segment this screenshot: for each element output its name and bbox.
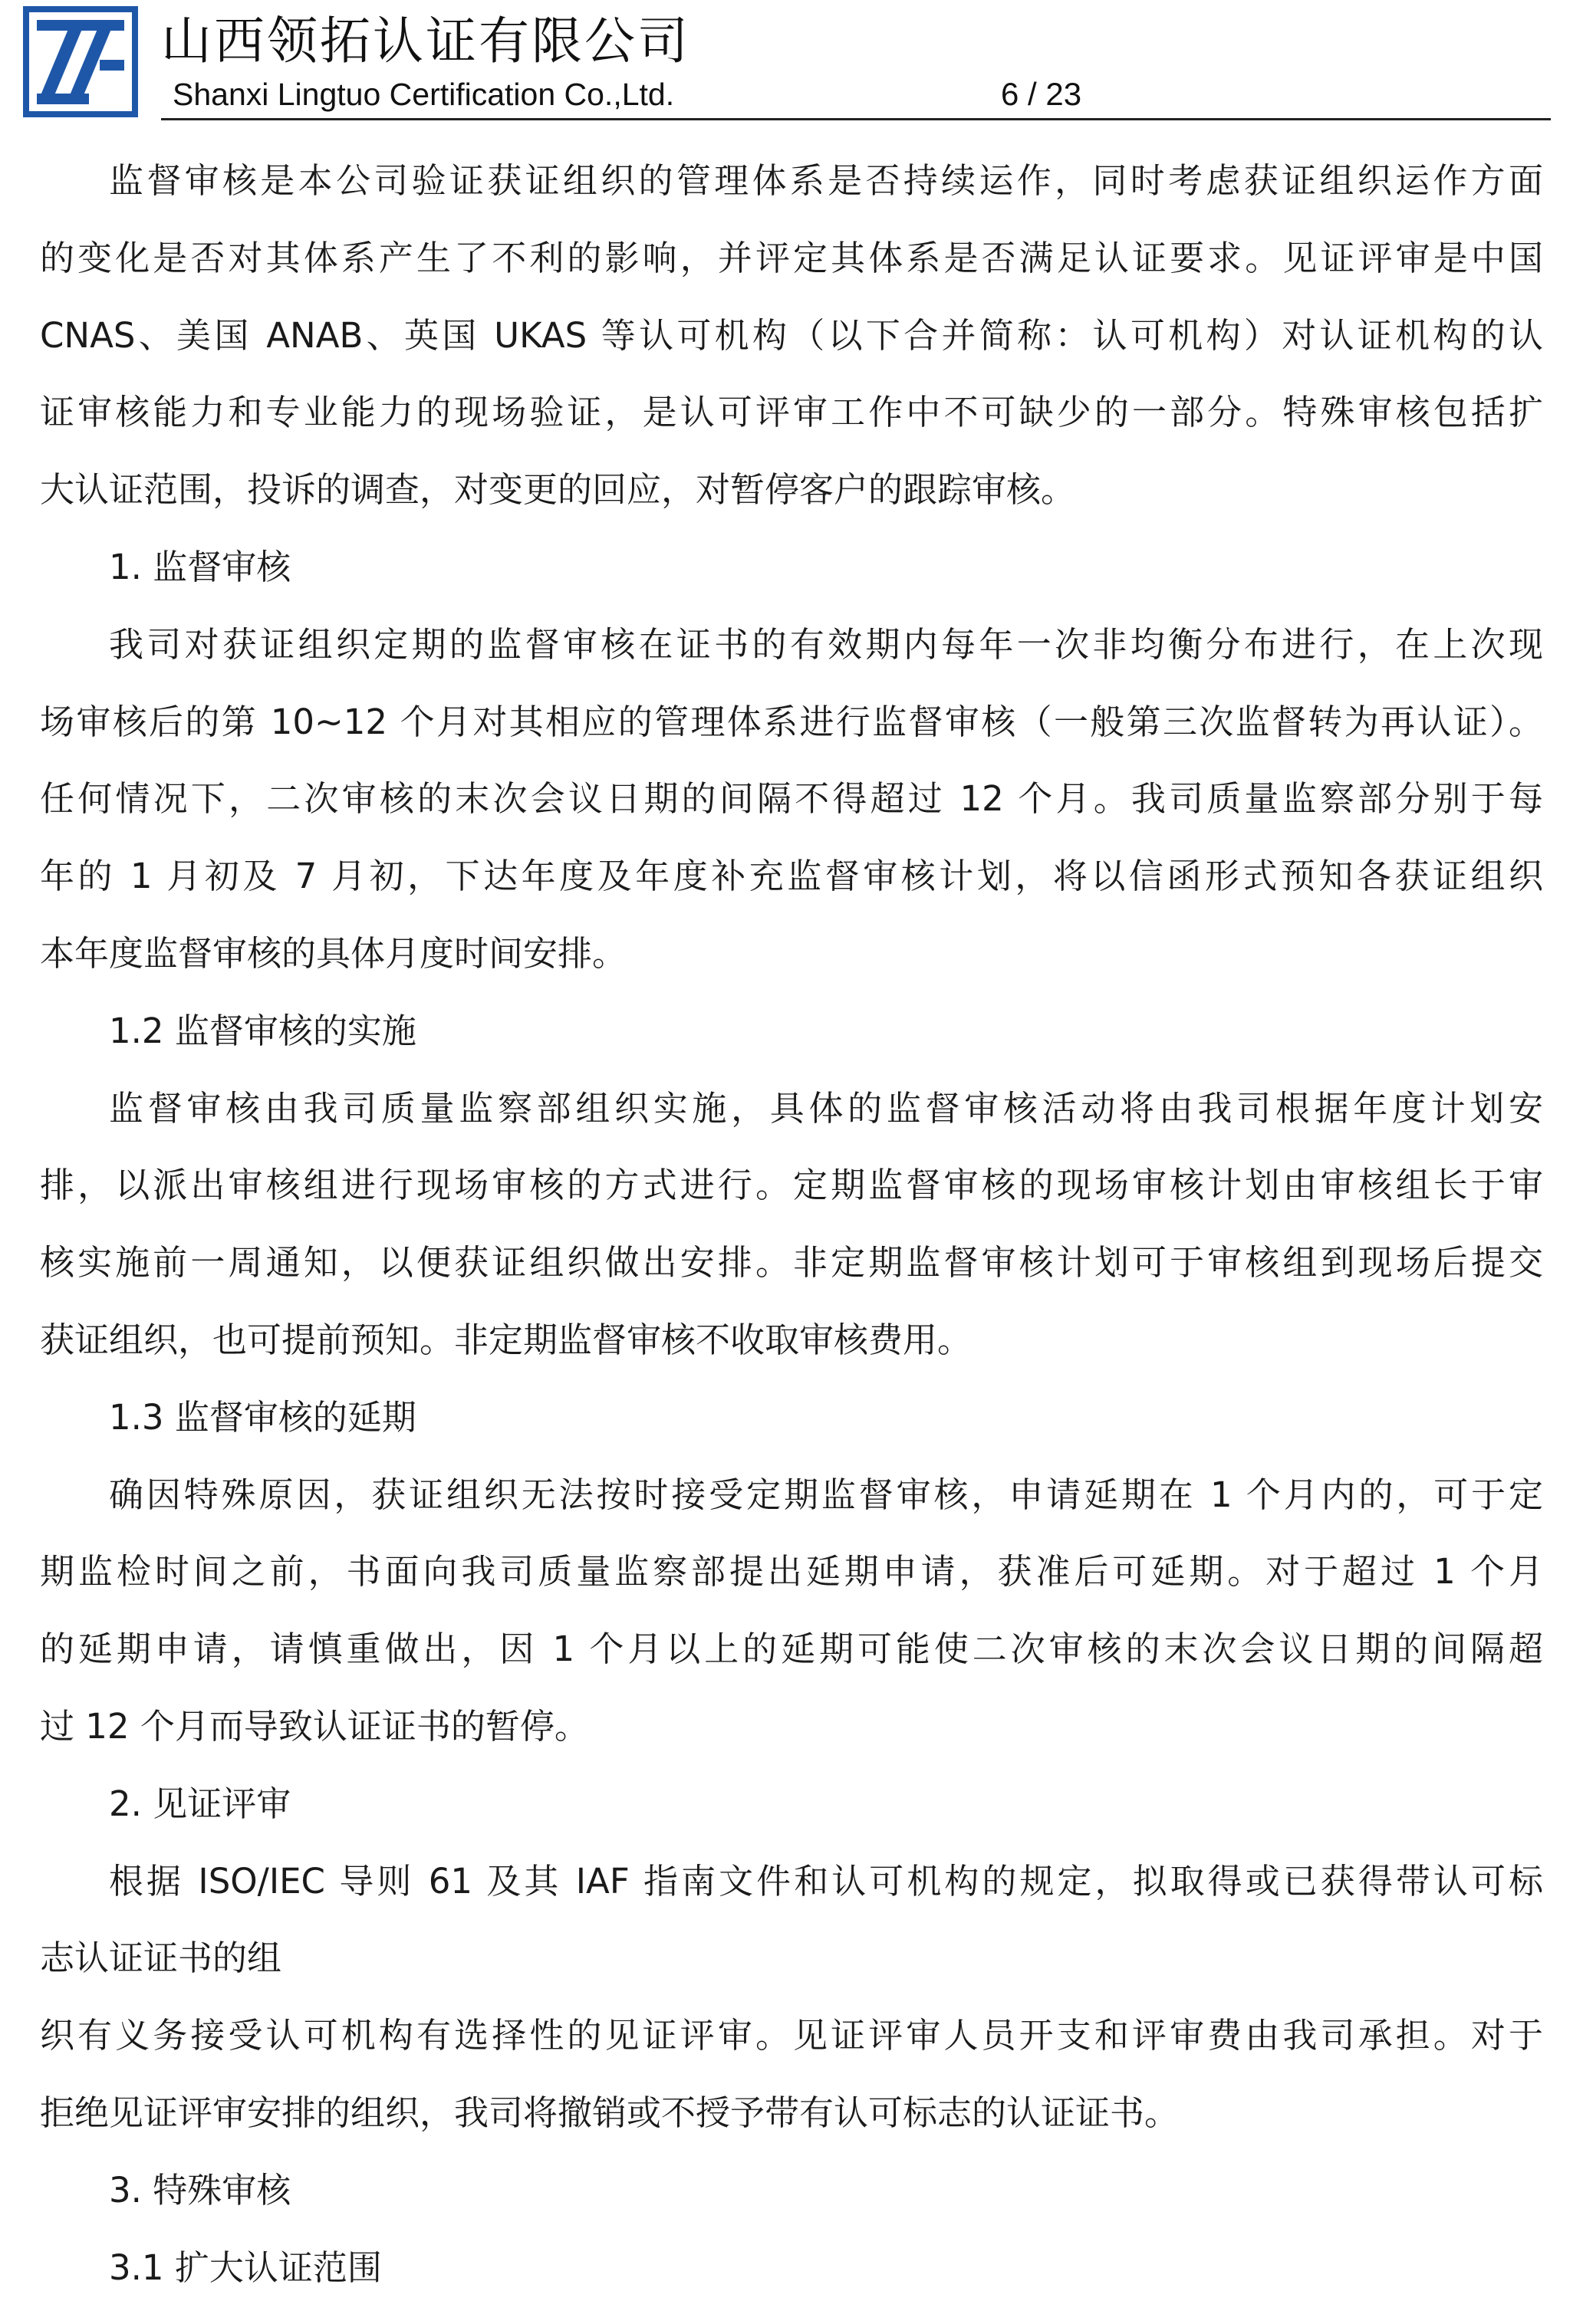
paragraph-line: 的变化是否对其体系产生了不利的影响，并评定其体系是否满足认证要求。见证评审是中国 <box>40 237 1543 278</box>
paragraph-line: 过 12 个月而导致认证证书的暂停。 <box>40 1705 589 1747</box>
paragraph-line: 本年度监督审核的具体月度时间安排。 <box>40 932 627 974</box>
section-heading: 3.1 扩大认证范围 <box>109 2247 382 2288</box>
section-heading: 1.3 监督审核的延期 <box>109 1396 416 1438</box>
company-name-cn: 山西领拓认证有限公司 <box>161 12 690 71</box>
paragraph-line: 年的 1 月初及 7 月初，下达年度及年度补充监督审核计划，将以信函形式预知各获证组织 <box>40 856 1543 897</box>
paragraph-line: 拒绝见证评审安排的组织，我司将撤销或不授予带有认可标志的认证证书。 <box>40 2092 1180 2133</box>
company-name-en: Shanxi Lingtuo Certification Co.,Ltd. <box>173 77 675 112</box>
paragraph-line: 监督审核由我司质量监察部组织实施，具体的监督审核活动将由我司根据年度计划安 <box>109 1087 1543 1129</box>
paragraph-line: 监督审核是本公司验证获证组织的管理体系是否持续运作，同时考虑获证组织运作方面 <box>109 160 1543 201</box>
section-heading: 3. 特殊审核 <box>109 2169 291 2211</box>
section-heading: 2. 见证评审 <box>109 1783 291 1824</box>
paragraph-line: CNAS、美国 ANAB、英国 UKAS 等认可机构（以下合并简称：认可机构）对认证机构的认 <box>40 314 1543 356</box>
paragraph-line: 场审核后的第 10~12 个月对其相应的管理体系进行监督审核（一般第三次监督转为再认证）。 <box>40 701 1543 742</box>
paragraph-line: 织有义务接受认可机构有选择性的见证评审。见证评审人员开支和评审费由我司承担。对于 <box>40 2015 1543 2056</box>
page-number: 6 / 23 <box>1001 76 1082 112</box>
company-logo <box>23 6 138 117</box>
paragraph-line: 核实施前一周通知，以便获证组织做出安排。非定期监督审核计划可于审核组到现场后提交 <box>40 1242 1543 1284</box>
section-heading: 1.2 监督审核的实施 <box>109 1010 416 1051</box>
paragraph-line: 排，以派出审核组进行现场审核的方式进行。定期监督审核的现场审核计划由审核组长于审 <box>40 1165 1543 1206</box>
page-header <box>23 6 1549 121</box>
paragraph-line: 大认证范围，投诉的调查，对变更的回应，对暂停客户的跟踪审核。 <box>40 469 1076 511</box>
paragraph-line: 确因特殊原因，获证组织无法按时接受定期监督审核，申请延期在 1 个月内的，可于定 <box>109 1474 1543 1515</box>
paragraph-line: 的延期申请，请慎重做出，因 1 个月以上的延期可能使二次审核的末次会议日期的间隔超 <box>40 1629 1543 1670</box>
document-body <box>40 143 1543 2306</box>
paragraph-line: 我司对获证组织定期的监督审核在证书的有效期内每年一次非均衡分布进行，在上次现 <box>109 623 1543 665</box>
paragraph-line: 期监检时间之前，书面向我司质量监察部提出延期申请，获准后可延期。对于超过 1 个月 <box>40 1551 1543 1593</box>
paragraph-line: 获证组织，也可提前预知。非定期监督审核不收取审核费用。 <box>40 1319 973 1360</box>
section-heading: 1. 监督审核 <box>109 546 291 587</box>
paragraph-line: 志认证证书的组 <box>40 1938 282 1979</box>
paragraph-line: 证审核能力和专业能力的现场验证，是认可评审工作中不可缺少的一部分。特殊审核包括扩 <box>40 392 1543 433</box>
header-divider <box>161 118 1551 120</box>
paragraph-line: 任何情况下，二次审核的末次会议日期的间隔不得超过 12 个月。我司质量监察部分别于每 <box>40 778 1543 820</box>
paragraph-line: 根据 ISO/IEC 导则 61 及其 IAF 指南文件和认可机构的规定，拟取得或已获得带认可标 <box>109 1860 1543 1902</box>
